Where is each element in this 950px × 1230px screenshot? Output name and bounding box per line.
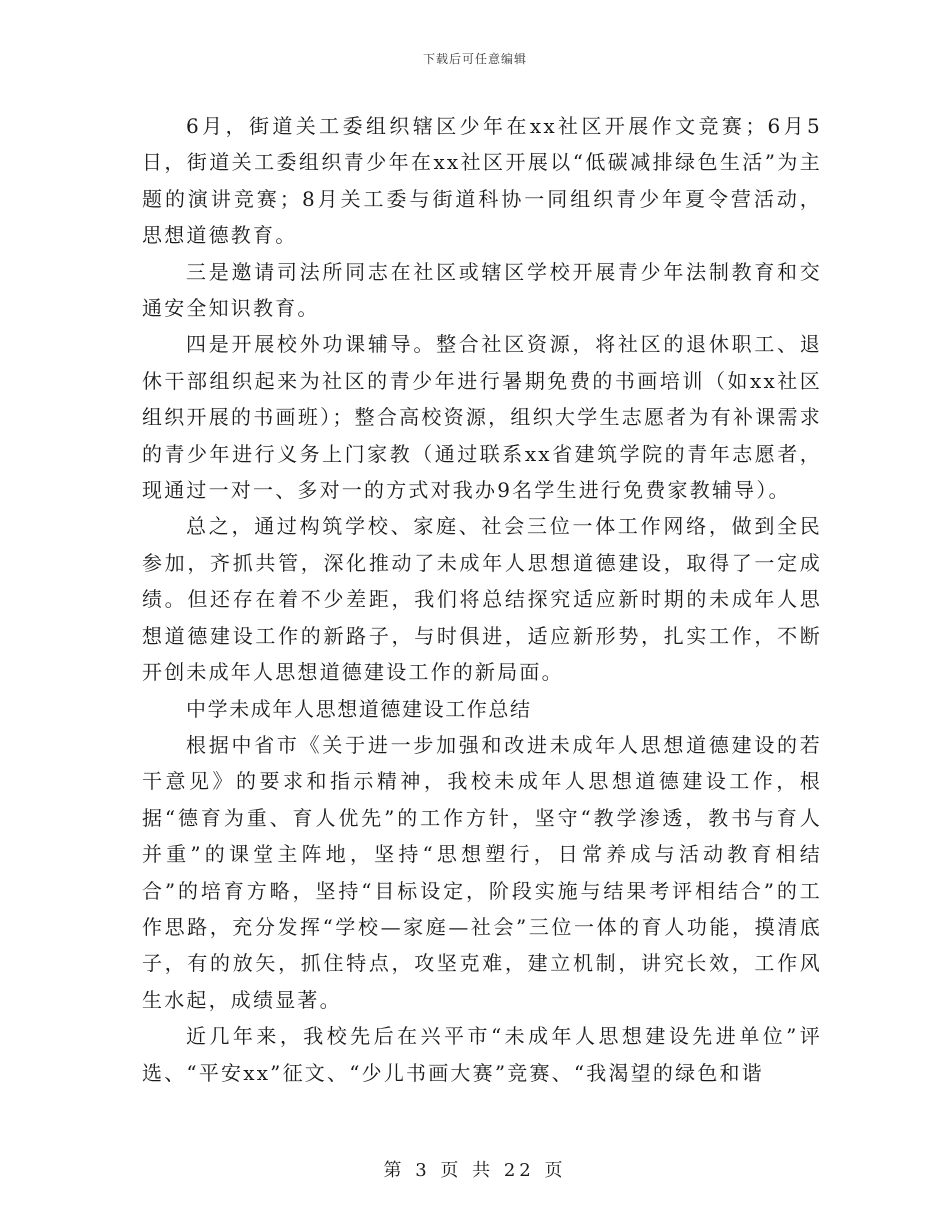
paragraph-activities: 6月，街道关工委组织辖区少年在xx社区开展作文竞赛；6月5日，街道关工委组织青少年在xx社区开展以“低碳减排绿色生活”为主题的演讲竞赛；8月关工委与街道科协一同组织青少年夏令营活动，思想道德教育。 [142,114,822,248]
paragraph-guidelines: 根据中省市《关于进一步加强和改进未成年人思想道德建设的若干意见》的要求和指示精神，我校未成年人思想道德建设工作，根据“德育为重、育人优先”的工作方针，坚守“教学渗透，教书与育人并重”的课堂主阵地，坚持“思想塑行，日常养成与活动教育相结合”的培育方略，坚持“目标设定，阶段实施与结果考评相结合”的工作思路，充分发挥“学校—家庭—社会”三位一体的育人功能，摸清底子，有的放矢，抓住特点，攻坚克难，建立机制，讲究长效，工作风生水起，成绩显著。 [142,732,822,1012]
page-number: 第 3 页 共 22 页 [383,1160,567,1181]
paragraph-achievements: 近几年来，我校先后在兴平市“未成年人思想建设先进单位”评选、“平安xx”征文、“少儿书画大赛”竞赛、“我渴望的绿色和谐 [142,1024,822,1085]
page-header: 下载后可任意编辑 [422,52,527,66]
body-text [142,108,822,1091]
paragraph-tutoring: 四是开展校外功课辅导。整合社区资源，将社区的退休职工、退休干部组织起来为社区的青少年进行暑期免费的书画培训（如xx社区组织开展的书画班）；整合高校资源，组织大学生志愿者为有补课需求的青少年进行义务上门家教（通过联系xx省建筑学院的青年志愿者，现通过一对一、多对一的方式对我办9名学生进行免费家教辅导）。 [142,332,822,503]
section-title: 中学未成年人思想道德建设工作总结 [186,696,532,721]
paragraph-legal-education: 三是邀请司法所同志在社区或辖区学校开展青少年法制教育和交通安全知识教育。 [142,259,822,321]
paragraph-summary: 总之，通过构筑学校、家庭、社会三位一体工作网络，做到全民参加，齐抓共管，深化推动了未成年人思想道德建设，取得了一定成绩。但还存在着不少差距，我们将总结探究适应新时期的未成年人思想道德建设工作的新路子，与时俱进，适应新形势，扎实工作，不断开创未成年人思想道德建设工作的新局面。 [142,514,822,685]
